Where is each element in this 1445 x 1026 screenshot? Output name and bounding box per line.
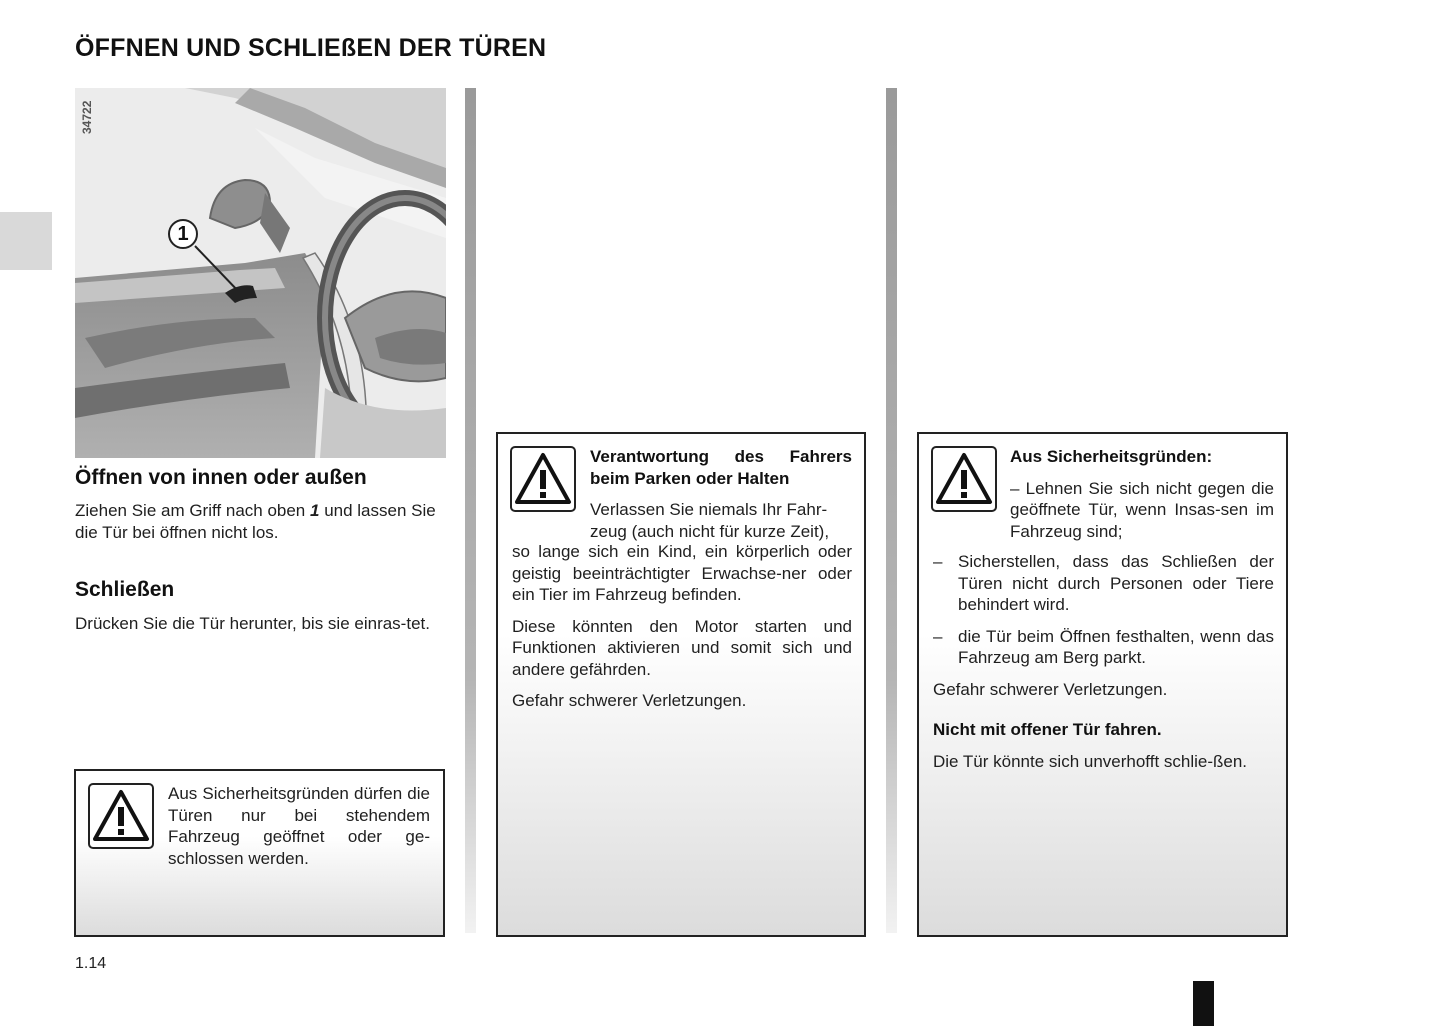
warning-text: Aus Sicherheitsgründen dürfen die Türen nur bei stehendem Fahrzeug geöffnet oder ge-schlossen werden. [168, 784, 430, 868]
last-paragraph: Die Tür könnte sich unverhofft schlie-ßen. [933, 751, 1248, 771]
warning-box-safety [74, 769, 445, 937]
warning-triangle-icon [931, 446, 997, 512]
safety-item-1: – Lehnen Sie sich nicht gegen die geöffnete Tür, wenn Insas-sen im Fahrzeug sind; [1010, 478, 1274, 541]
column-divider [465, 88, 476, 933]
open-instructions [75, 500, 446, 543]
page-title: ÖFFNEN UND SCHLIEßEN DER TÜREN [75, 34, 547, 62]
column-divider [886, 88, 897, 933]
heading-open: Öffnen von innen oder außen [75, 466, 367, 489]
safety-item-3 [933, 626, 1274, 669]
p2: Diese könnten den Motor starten und Funktionen aktivieren und somit sich und andere gefährden. [512, 616, 852, 679]
open-text-post: und lassen Sie die Tür bei öffnen nicht los. [75, 501, 436, 542]
heading-no-driving: Nicht mit offener Tür fahren. [933, 720, 1162, 739]
open-text-ref: 1 [310, 501, 320, 520]
section-tab [0, 212, 52, 270]
warning-box-safety-reasons [917, 432, 1288, 937]
warning-triangle-icon [88, 783, 154, 849]
safety-title: Aus Sicherheitsgründen: [1010, 447, 1213, 466]
door-handle-illustration [75, 88, 446, 458]
open-text-pre: Ziehen Sie am Griff nach oben [75, 501, 310, 520]
warning-box-driver-responsibility [496, 432, 866, 937]
p1-line2: zeug (auch nicht für kurze Zeit), [590, 521, 830, 541]
warning-head [590, 446, 852, 542]
heading-close: Schließen [75, 578, 175, 601]
car-interior-drawing [75, 88, 446, 458]
p3: Gefahr schwerer Verletzungen. [512, 691, 747, 710]
figure-code: 34722 [80, 100, 94, 135]
dash: – [933, 552, 943, 571]
p1-rest: so lange sich ein Kind, ein körperlich oder geistig beeinträchtigter Erwachse-ner oder ein Tier im Fahrzeug befinden. [512, 542, 852, 604]
warning-body [512, 541, 852, 712]
safety-head [1010, 446, 1274, 542]
safety-body [933, 551, 1274, 772]
page-edge-marker [1193, 981, 1214, 1026]
dash: – [933, 626, 943, 646]
close-instructions: Drücken Sie die Tür herunter, bis sie einras-tet. [75, 614, 430, 633]
safety-item-2 [933, 551, 1274, 616]
warning-triangle-icon [510, 446, 576, 512]
page-number: 1.14 [75, 955, 107, 972]
danger-text: Gefahr schwerer Verletzungen. [933, 679, 1168, 699]
safety-item-2-text: Sicherstellen, dass das Schließen der Türen nicht durch Personen oder Tiere behindert wird. [958, 552, 1274, 614]
callout-marker: 1 [168, 219, 198, 249]
safety-item-3-text: die Tür beim Öffnen festhalten, wenn das Fahrzeug am Berg parkt. [958, 626, 1274, 667]
p1-line1: Verlassen Sie niemals Ihr Fahr- [590, 500, 828, 519]
warning-title: Verantwortung des Fahrers beim Parken oder Halten [590, 447, 852, 488]
